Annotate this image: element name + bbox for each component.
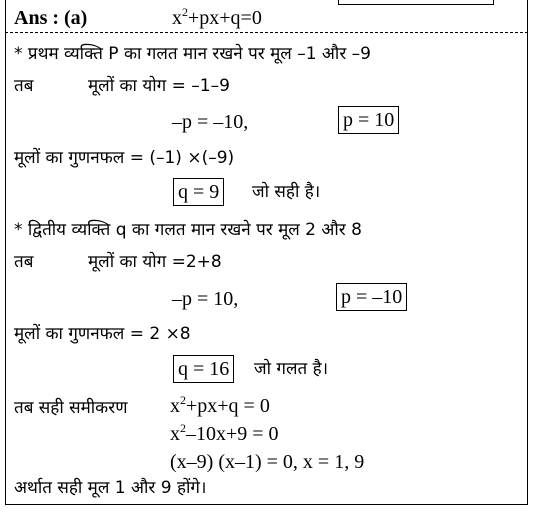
part2-p-box: p = –10 bbox=[336, 283, 407, 311]
part2-q-box: q = 16 bbox=[173, 355, 234, 383]
part1-neg-p: –p = –10, bbox=[172, 111, 249, 133]
conclusion: अर्थात सही मूल 1 और 9 होंगे। bbox=[14, 478, 207, 498]
correct-label: तब सही समीकरण bbox=[14, 398, 128, 418]
part2-sum: मूलों का योग =2+8 bbox=[88, 252, 222, 272]
part1-tab: तब bbox=[14, 76, 34, 96]
part2-intro: * द्वितीय व्यक्ति q का गलत मान रखने पर मूल 2 और 8 bbox=[14, 220, 362, 240]
part2-product: मूलों का गुणनफल = 2 ×8 bbox=[14, 324, 191, 344]
part2-tab: तब bbox=[14, 252, 34, 272]
part1-p-box: p = 10 bbox=[338, 106, 399, 134]
correct-eq1: $x^2+px+q = 0$ bbox=[170, 393, 270, 417]
part1-product: मूलों का गुणनफल = (–1) ×(–9) bbox=[14, 148, 235, 168]
part2-neg-p: –p = 10, bbox=[172, 288, 239, 310]
part1-sum: मूलों का योग = –1–9 bbox=[88, 76, 230, 96]
correct-eq3: (x–9) (x–1) = 0, x = 1, 9 bbox=[170, 451, 365, 473]
part1-q-box: q = 9 bbox=[173, 178, 224, 206]
part1-q-note: जो सही है। bbox=[252, 182, 321, 202]
part2-q-note: जो गलत है। bbox=[254, 359, 329, 379]
part1-intro: * प्रथम व्यक्ति P का गलत मान रखने पर मूल –1 और –9 bbox=[14, 44, 371, 64]
answer-label: Ans : (a) bbox=[14, 7, 88, 29]
given-equation: $x^2+px+q=0$ bbox=[172, 5, 262, 29]
correct-eq2: $x^2-10x+9 = 0$ bbox=[170, 421, 279, 445]
